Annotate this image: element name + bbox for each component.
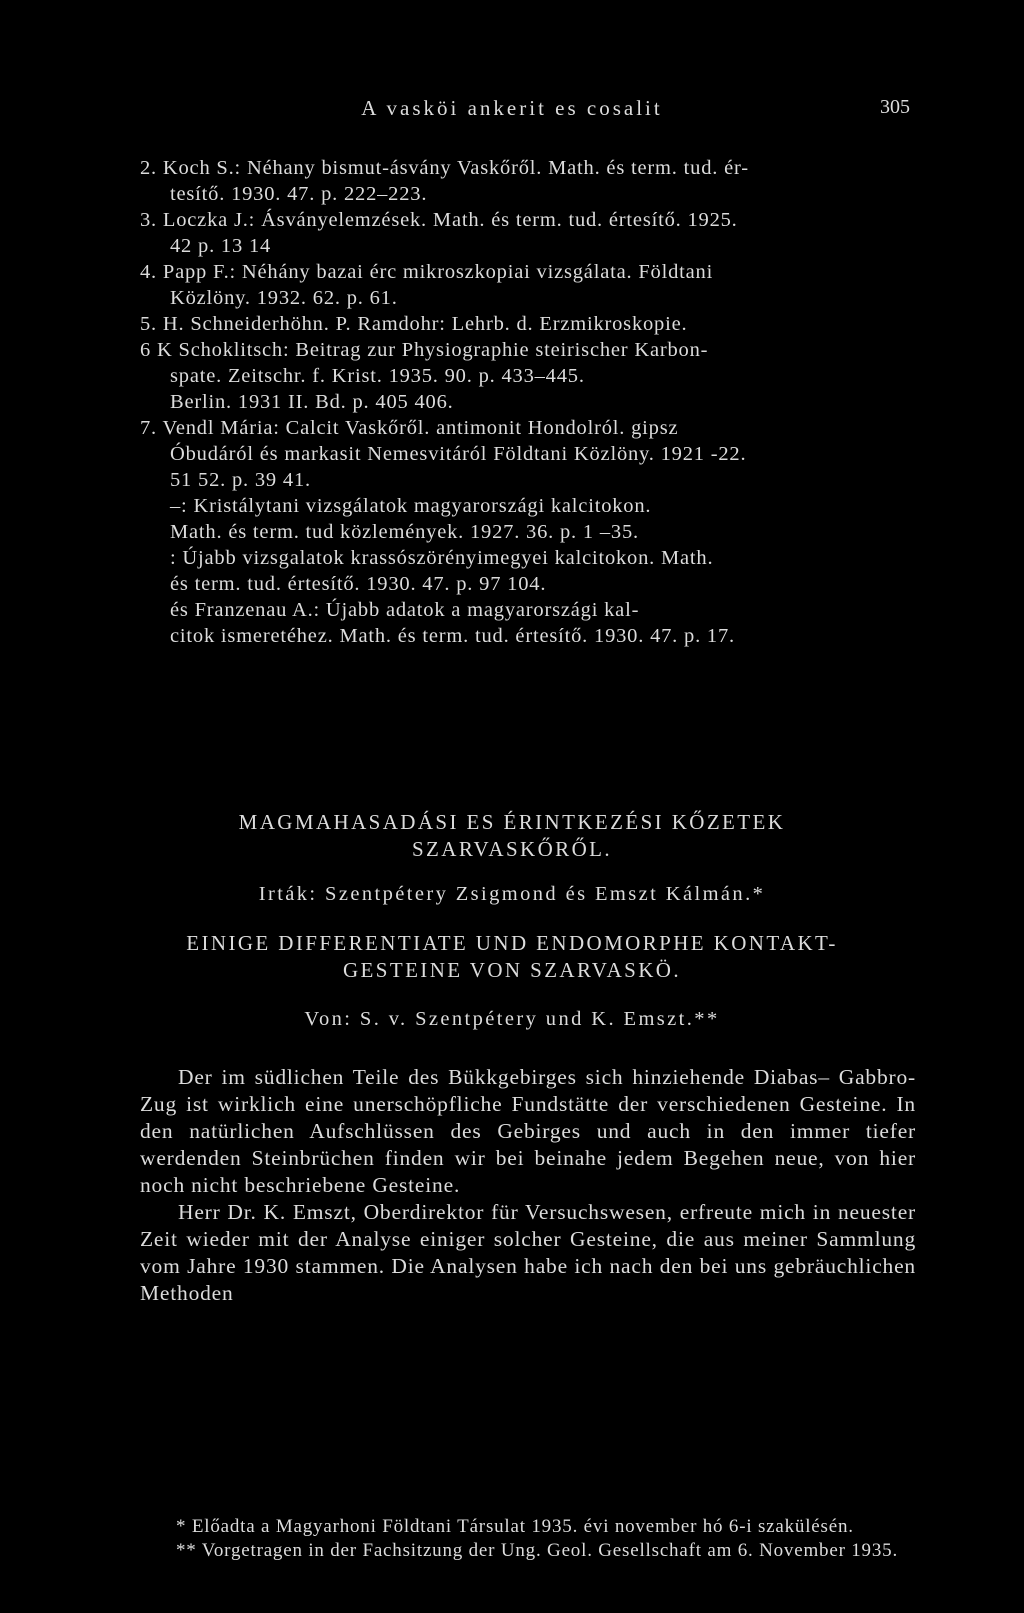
reference-item bbox=[140, 415, 910, 493]
title-line: GESTEINE VON SZARVASKÖ. bbox=[342, 958, 681, 982]
paragraph: Der im südlichen Teile des Bükkgebirges sich hinziehende Diabas– Gabbro-Zug ist wirklich eine unerschöpfliche Fundstätte der verschiedenen Gesteine. In den natürlichen Aufschlüssen des Gebirges und auch in den immer tiefer werdenden Steinbrüchen finden wir bei beinahe jedem Begehen neue, von hier noch nicht beschriebene Gesteine. bbox=[140, 1065, 916, 1197]
footnotes bbox=[140, 1515, 916, 1563]
reference-item bbox=[140, 155, 910, 207]
paragraph: Herr Dr. K. Emszt, Oberdirektor für Versuchswesen, erfreute mich in neuester Zeit wieder mit der Analyse einiger solcher Gesteine, die aus meiner Sammlung vom Jahre 1930 stammen. Die Analysen habe ich nach den bei uns gebräuchlichen Methoden bbox=[140, 1200, 916, 1305]
reference-line: Berlin. 1931 II. Bd. p. 405 406. bbox=[170, 391, 454, 413]
reference-list bbox=[140, 155, 910, 649]
authors-hungarian: Irták: Szentpétery Zsigmond és Emszt Kálmán.* bbox=[258, 883, 766, 905]
reference-line: 3. Loczka J.: Ásványelemzések. Math. és term. tud. értesítő. 1925. bbox=[140, 209, 738, 231]
reference-line: 2. Koch S.: Néhany bismut-ásvány Vaskőről. Math. és term. tud. ér- bbox=[140, 157, 749, 179]
reference-line: Óbudáról és markasit Nemesvitáról Földtani Közlöny. 1921 -22. bbox=[170, 443, 747, 465]
reference-item bbox=[140, 493, 910, 545]
footnote: ** Vorgetragen in der Fachsitzung der Ung. Geol. Gesellschaft am 6. November 1935. bbox=[176, 1540, 898, 1561]
reference-line: citok ismeretéhez. Math. és term. tud. értesítő. 1930. 47. p. 17. bbox=[170, 625, 735, 647]
reference-line: és term. tud. értesítő. 1930. 47. p. 97 104. bbox=[170, 573, 547, 595]
page-number: 305 bbox=[880, 96, 910, 118]
reference-item bbox=[140, 597, 910, 649]
reference-line: és Franzenau A.: Újabb adatok a magyarországi kal- bbox=[170, 599, 640, 621]
title-line: EINIGE DIFFERENTIATE UND ENDOMORPHE KONTAKT- bbox=[186, 931, 838, 955]
reference-item bbox=[140, 337, 910, 389]
running-header: A vasköi ankerit es cosalit bbox=[361, 96, 663, 120]
reference-line: –: Kristálytani vizsgálatok magyarországi kalcitokon. bbox=[170, 495, 652, 517]
reference-line: Math. és term. tud közlemények. 1927. 36. p. 1 –35. bbox=[170, 521, 639, 543]
footnote: * Előadta a Magyarhoni Földtani Társulat 1935. évi november hó 6-i szakülésén. bbox=[176, 1516, 854, 1537]
reference-line: tesítő. 1930. 47. p. 222–223. bbox=[170, 183, 428, 205]
reference-line: spate. Zeitschr. f. Krist. 1935. 90. p. 433–445. bbox=[170, 365, 585, 387]
reference-item bbox=[140, 545, 910, 597]
authors-german: Von: S. v. Szentpétery und K. Emszt.** bbox=[304, 1008, 720, 1030]
reference-line: 7. Vendl Mária: Calcit Vaskőről. antimonit Hondolról. gipsz bbox=[140, 417, 679, 439]
reference-item bbox=[140, 207, 910, 259]
reference-line: 4. Papp F.: Néhány bazai érc mikroszkopiai vizsgálata. Földtani bbox=[140, 261, 714, 283]
reference-line: 5. H. Schneiderhöhn. P. Ramdohr: Lehrb. d. Erzmikroskopie. bbox=[140, 313, 688, 335]
title-line: SZARVASKŐRŐL. bbox=[411, 837, 613, 861]
reference-item bbox=[140, 311, 910, 337]
reference-line: 6 K Schoklitsch: Beitrag zur Physiographie steirischer Karbon- bbox=[140, 339, 709, 361]
title-line: MAGMAHASADÁSI ES ÉRINTKEZÉSI KŐZETEK bbox=[238, 810, 786, 834]
reference-line: : Újabb vizsgalatok krassószörényimegyei kalcitokon. Math. bbox=[170, 547, 714, 569]
article-title-german bbox=[0, 930, 1024, 984]
reference-line: 51 52. p. 39 41. bbox=[170, 469, 311, 491]
article-title-hungarian bbox=[0, 809, 1024, 863]
reference-item bbox=[140, 389, 910, 415]
reference-line: Közlöny. 1932. 62. p. 61. bbox=[170, 287, 398, 309]
reference-item bbox=[140, 259, 910, 311]
body-text bbox=[140, 1064, 916, 1307]
reference-line: 42 p. 13 14 bbox=[170, 235, 272, 257]
